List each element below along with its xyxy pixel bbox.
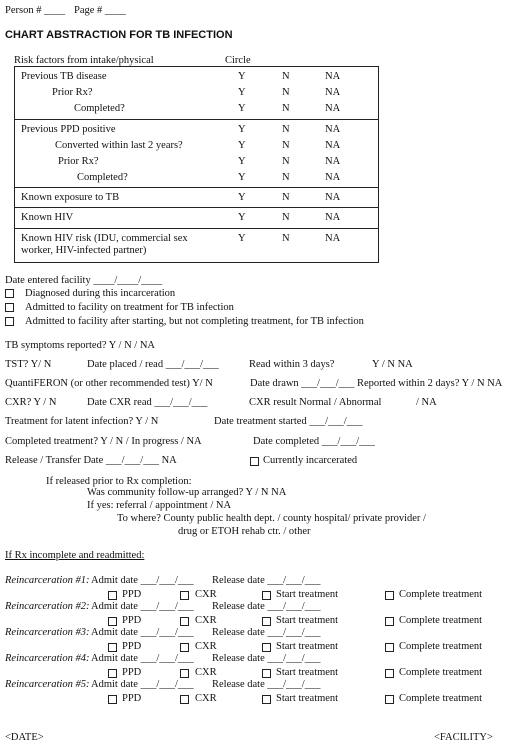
release-date[interactable]: Release date ___/___/___ <box>212 627 321 638</box>
date-entered-facility[interactable]: Date entered facility ____/____/____ <box>5 275 163 286</box>
page-number[interactable]: Page # ____ <box>74 5 126 16</box>
date-completed[interactable]: Date completed ___/___/___ <box>253 436 375 447</box>
followup-type[interactable]: If yes: referral / appointment / NA <box>87 500 232 511</box>
cxr-label: CXR <box>195 615 217 626</box>
admitted-incomplete-checkbox[interactable] <box>5 317 14 326</box>
cxr-checkbox[interactable] <box>180 643 189 652</box>
followup-where[interactable]: To where? County public health dept. / county hospital/ private provider / <box>117 513 426 524</box>
complete-treatment-label: Complete treatment <box>399 667 483 678</box>
start-treatment-label: Start treatment <box>276 667 339 678</box>
table-divider <box>14 228 378 229</box>
reincarceration-label: Reincarceration #5: <box>5 679 90 690</box>
quantiferon-date[interactable]: Date drawn ___/___/___ Reported within 2 days? Y / N NA <box>250 378 503 389</box>
admit-date[interactable]: Admit date ___/___/___ <box>91 575 194 586</box>
latent-treatment[interactable]: Treatment for latent infection? Y / N <box>5 416 159 427</box>
risk-answer-n[interactable]: N <box>282 87 290 98</box>
risk-answer-na[interactable]: NA <box>325 124 341 135</box>
complete-treatment-label: Complete treatment <box>399 615 483 626</box>
cxr-checkbox[interactable] <box>180 669 189 678</box>
risk-row-label: worker, HIV-infected partner) <box>21 245 147 256</box>
risk-row-label: Prior Rx? <box>52 87 93 98</box>
release-date[interactable]: Release date ___/___/___ <box>212 653 321 664</box>
tst-read-answer[interactable]: Y / N NA <box>372 359 413 370</box>
complete-treatment-label: Complete treatment <box>399 641 483 652</box>
currently-incarcerated-checkbox[interactable] <box>250 457 259 466</box>
risk-answer-n[interactable]: N <box>282 103 290 114</box>
reincarceration-label: Reincarceration #2: <box>5 601 90 612</box>
admitted-incomplete-label: Admitted to facility after starting, but not completing treatment, for TB infection <box>25 316 364 327</box>
ppd-label: PPD <box>122 615 142 626</box>
ppd-checkbox[interactable] <box>108 643 117 652</box>
cxr-label: CXR <box>195 667 217 678</box>
treatment-started-date[interactable]: Date treatment started ___/___/___ <box>214 416 363 427</box>
reincarceration-label: Reincarceration #3: <box>5 627 90 638</box>
risk-answer-n[interactable]: N <box>282 212 290 223</box>
risk-answer-na[interactable]: NA <box>325 71 341 82</box>
risk-row-label: Previous PPD positive <box>21 124 116 135</box>
risk-answer-y[interactable]: Y <box>238 233 246 244</box>
cxr-checkbox[interactable] <box>180 617 189 626</box>
start-treatment-label: Start treatment <box>276 693 339 704</box>
table-divider <box>14 207 378 208</box>
person-number[interactable]: Person # ____ <box>5 5 66 16</box>
risk-answer-na[interactable]: NA <box>325 87 341 98</box>
start-treatment-checkbox[interactable] <box>262 669 271 678</box>
risk-answer-n[interactable]: N <box>282 233 290 244</box>
risk-answer-y[interactable]: Y <box>238 212 246 223</box>
tst-date[interactable]: Date placed / read ___/___/___ <box>87 359 219 370</box>
ppd-checkbox[interactable] <box>108 695 117 704</box>
complete-treatment-checkbox[interactable] <box>385 695 394 704</box>
cxr-result[interactable]: CXR result Normal / Abnormal <box>249 397 382 408</box>
ppd-checkbox[interactable] <box>108 591 117 600</box>
risk-answer-na[interactable]: NA <box>325 192 341 203</box>
footer-facility: <FACILITY> <box>434 732 493 743</box>
risk-row-label: Previous TB disease <box>21 71 107 82</box>
tb-symptoms[interactable]: TB symptoms reported? Y / N / NA <box>5 340 155 351</box>
risk-answer-y[interactable]: Y <box>238 192 246 203</box>
risk-answer-na[interactable]: NA <box>325 156 341 167</box>
risk-answer-y[interactable]: Y <box>238 172 246 183</box>
footer-date: <DATE> <box>5 732 44 743</box>
complete-treatment-checkbox[interactable] <box>385 669 394 678</box>
readmitted-heading: If Rx incomplete and readmitted: <box>5 550 145 561</box>
release-date[interactable]: Release date ___/___/___ <box>212 575 321 586</box>
risk-row-label: Known HIV risk (IDU, commercial sex <box>21 233 188 244</box>
start-treatment-label: Start treatment <box>276 641 339 652</box>
complete-treatment-label: Complete treatment <box>399 589 483 600</box>
start-treatment-label: Start treatment <box>276 615 339 626</box>
risk-column-header: Risk factors from intake/physical <box>14 55 154 66</box>
risk-answer-n[interactable]: N <box>282 71 290 82</box>
risk-answer-na[interactable]: NA <box>325 172 341 183</box>
risk-answer-n[interactable]: N <box>282 124 290 135</box>
cxr-question[interactable]: CXR? Y / N <box>5 397 57 408</box>
admitted-on-treatment-checkbox[interactable] <box>5 303 14 312</box>
risk-answer-y[interactable]: Y <box>238 140 246 151</box>
start-treatment-checkbox[interactable] <box>262 695 271 704</box>
cxr-date[interactable]: Date CXR read ___/___/___ <box>87 397 208 408</box>
quantiferon-question[interactable]: QuantiFERON (or other recommended test) Y/ N <box>5 378 213 389</box>
risk-answer-na[interactable]: NA <box>325 103 341 114</box>
risk-answer-y[interactable]: Y <box>238 87 246 98</box>
start-treatment-label: Start treatment <box>276 589 339 600</box>
reincarceration-label: Reincarceration #4: <box>5 653 90 664</box>
complete-treatment-label: Complete treatment <box>399 693 483 704</box>
ppd-checkbox[interactable] <box>108 669 117 678</box>
cxr-checkbox[interactable] <box>180 695 189 704</box>
risk-row-label: Prior Rx? <box>58 156 99 167</box>
diagnosed-label: Diagnosed during this incarceration <box>25 288 176 299</box>
completed-treatment[interactable]: Completed treatment? Y / N / In progress / NA <box>5 436 202 447</box>
community-followup[interactable]: Was community follow-up arranged? Y / N NA <box>87 487 287 498</box>
released-heading: If released prior to Rx completion: <box>46 476 192 487</box>
risk-row-label: Completed? <box>74 103 125 114</box>
risk-answer-n[interactable]: N <box>282 192 290 203</box>
risk-answer-y[interactable]: Y <box>238 103 246 114</box>
currently-incarcerated-label: Currently incarcerated <box>263 455 358 466</box>
cxr-checkbox[interactable] <box>180 591 189 600</box>
complete-treatment-checkbox[interactable] <box>385 591 394 600</box>
cxr-result-na[interactable]: / NA <box>416 397 437 408</box>
tst-read-within: Read within 3 days? <box>249 359 335 370</box>
start-treatment-checkbox[interactable] <box>262 643 271 652</box>
risk-answer-y[interactable]: Y <box>238 156 246 167</box>
risk-row-label: Completed? <box>77 172 128 183</box>
ppd-checkbox[interactable] <box>108 617 117 626</box>
risk-row-label: Known exposure to TB <box>21 192 120 203</box>
reincarceration-label: Reincarceration #1: <box>5 575 90 586</box>
followup-where-cont[interactable]: drug or ETOH rehab ctr. / other <box>178 526 311 537</box>
start-treatment-checkbox[interactable] <box>262 617 271 626</box>
risk-row-label: Known HIV <box>21 212 74 223</box>
admitted-on-treatment-label: Admitted to facility on treatment for TB infection <box>25 302 234 313</box>
cxr-label: CXR <box>195 693 217 704</box>
admit-date[interactable]: Admit date ___/___/___ <box>91 601 194 612</box>
diagnosed-checkbox[interactable] <box>5 289 14 298</box>
risk-answer-n[interactable]: N <box>282 140 290 151</box>
start-treatment-checkbox[interactable] <box>262 591 271 600</box>
table-divider <box>14 187 378 188</box>
release-date[interactable]: Release date ___/___/___ <box>212 601 321 612</box>
admit-date[interactable]: Admit date ___/___/___ <box>91 653 194 664</box>
ppd-label: PPD <box>122 589 142 600</box>
risk-answer-n[interactable]: N <box>282 172 290 183</box>
release-date[interactable]: Release date ___/___/___ <box>212 679 321 690</box>
risk-row-label: Converted within last 2 years? <box>55 140 183 151</box>
ppd-label: PPD <box>122 693 142 704</box>
tst-question[interactable]: TST? Y/ N <box>5 359 52 370</box>
risk-answer-n[interactable]: N <box>282 156 290 167</box>
cxr-label: CXR <box>195 641 217 652</box>
table-divider <box>14 119 378 120</box>
risk-answer-y[interactable]: Y <box>238 124 246 135</box>
ppd-label: PPD <box>122 641 142 652</box>
risk-answer-na[interactable]: NA <box>325 233 341 244</box>
complete-treatment-checkbox[interactable] <box>385 643 394 652</box>
admit-date[interactable]: Admit date ___/___/___ <box>91 627 194 638</box>
complete-treatment-checkbox[interactable] <box>385 617 394 626</box>
circle-column-header: Circle <box>225 55 251 66</box>
risk-answer-na[interactable]: NA <box>325 140 341 151</box>
cxr-label: CXR <box>195 589 217 600</box>
ppd-label: PPD <box>122 667 142 678</box>
risk-answer-y[interactable]: Y <box>238 71 246 82</box>
risk-answer-na[interactable]: NA <box>325 212 341 223</box>
release-transfer-date[interactable]: Release / Transfer Date ___/___/___ NA <box>5 455 177 466</box>
admit-date[interactable]: Admit date ___/___/___ <box>91 679 194 690</box>
form-title: CHART ABSTRACTION FOR TB INFECTION <box>5 29 233 41</box>
